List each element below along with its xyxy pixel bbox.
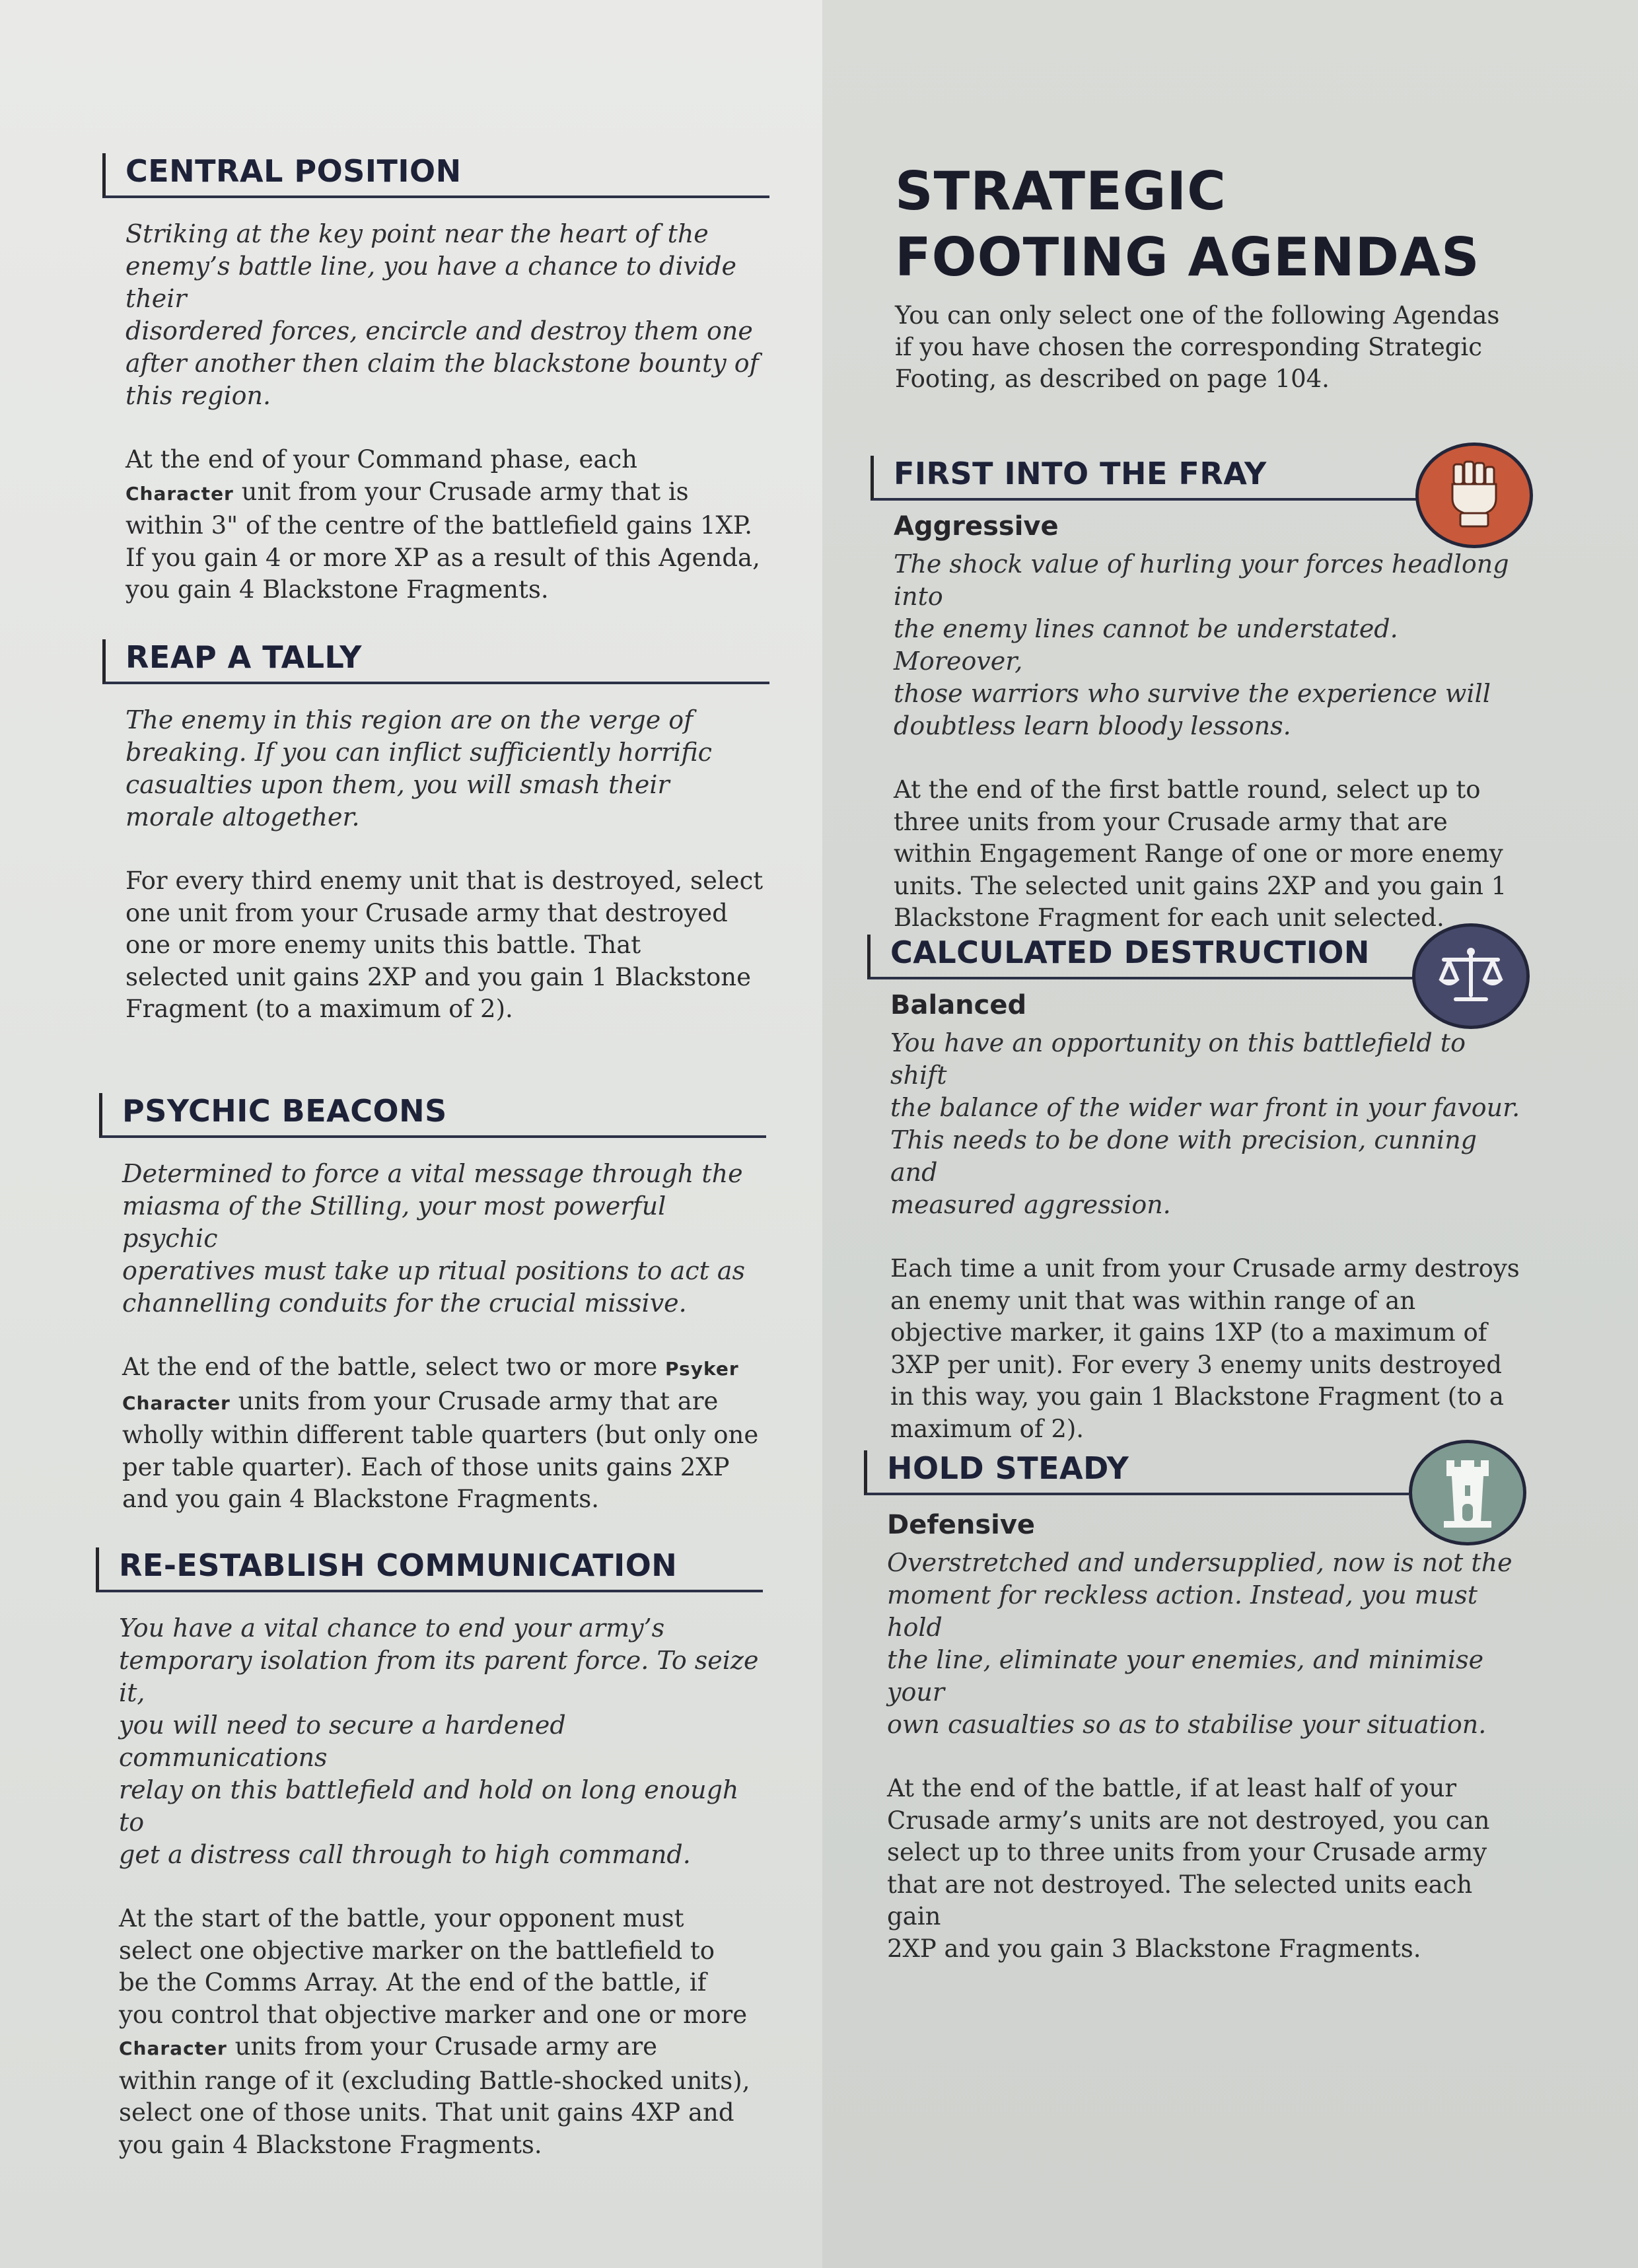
rules-text: At the end of your Command phase, each Character unit from your Crusade army that is within 3" of the centre of the battlefield gains 1XP. If you gain 4 or more XP as a result of this Agenda, you gain 4 Blackstone Fragments. [125, 445, 760, 604]
rules-text: For every third enemy unit that is destroyed, select one unit from your Crusade army that destroyed one or more enemy units this battle. That selected unit gains 2XP and you gain 1 Blackstone Fragment (to a maximum of 2). [125, 867, 764, 1023]
aggressive-badge [1415, 443, 1533, 548]
flavor-text: The shock value of hurling your forces headlong into the enemy lines cannot be understated. Moreover, those warriors who survive the experience will doubtless learn bloody lessons. [894, 549, 1509, 740]
balanced-badge [1412, 923, 1530, 1029]
footing-subtitle: Defensive [887, 1510, 1036, 1540]
section-heading [864, 1450, 1409, 1495]
agenda-re-establish-communication [96, 1547, 763, 2161]
gauntlet-icon [1444, 459, 1504, 532]
keyword-character: Character [119, 2038, 227, 2059]
flavor-text: Determined to force a vital message through the miasma of the Stilling, your most powerful psychic operatives must take up ritual positions to act as channelling conduits for the crucial missive. [122, 1159, 746, 1318]
section-title: RE-ESTABLISH COMMUNICATION [119, 1547, 678, 1583]
flavor-text: Overstretched and undersupplied, now is not the moment for reckless action. Instead, you must hold the line, eliminate your enemies, and minimise your own casualties so as to stabilise your situation. [887, 1548, 1513, 1739]
flavor-text: You have an opportunity on this battlefield to shift the balance of the wider war front in your favour. This needs to be done with precision, cunning and measured aggression. [890, 1028, 1520, 1219]
section-title: FIRST INTO THE FRAY [894, 456, 1267, 491]
defensive-badge [1409, 1440, 1526, 1545]
rules-text: At the end of the battle, if at least half of your Crusade army’s units are not destroyed, you can select up to three units from your Crusade army that are not destroyed. The selected units each gain 2XP and you gain 3 Blackstone Fragments. [887, 1774, 1490, 1963]
footing-subtitle: Aggressive [894, 511, 1059, 542]
flavor-text: You have a vital chance to end your army’s temporary isolation from its parent force. To seize it, you will need to secure a hardened communications relay on this battlefield and hold on long enough to get a distress call through to high command. [119, 1613, 759, 1869]
rules-text: Each time a unit from your Crusade army destroys an enemy unit that was within range of an objective marker, it gains 1XP (to a maximum of 3XP per unit). For every 3 enemy units destroyed in this way, you gain 1 Blackstone Fragment (to a maximum of 2). [890, 1254, 1520, 1443]
section-title: CALCULATED DESTRUCTION [890, 935, 1370, 970]
section-title: CENTRAL POSITION [125, 153, 462, 189]
section-title: PSYCHIC BEACONS [122, 1093, 447, 1129]
rules-text: At the end of the first battle round, select up to three units from your Crusade army that are within Engagement Range of one or more enemy units. The selected unit gains 2XP and you gain 1 Blackstone Fragment for each unit selected. [894, 775, 1507, 932]
section-heading [871, 456, 1419, 501]
rules-text: At the start of the battle, your opponent must select one objective marker on the battlefield to be the Comms Array. At the end of the battle, if you control that objective marker and one or more Character units from your Crusade army are within range of it (excluding Battle-shocked units), select one of those units. That unit gains 4XP and you gain 4 Blackstone Fragments. [119, 1904, 750, 2159]
keyword-psyker: Psyker [665, 1358, 739, 1380]
tower-icon [1441, 1456, 1494, 1529]
flavor-text: Striking at the key point near the heart of the enemy’s battle line, you have a chance to divide their disordered forces, encircle and destroy them one after another then claim the blackstone bounty of this region. [125, 219, 759, 410]
section-title: HOLD STEADY [887, 1450, 1129, 1486]
keyword-character: Character [125, 482, 234, 505]
footing-subtitle: Balanced [890, 990, 1027, 1020]
section-heading [96, 1547, 763, 1592]
flavor-text: The enemy in this region are on the verge of breaking. If you can inflict sufficiently horrific casualties upon them, you will smash their morale altogether. [125, 705, 712, 832]
section-heading [99, 1093, 766, 1138]
agenda-reap-a-tally [102, 639, 769, 1026]
section-heading [102, 153, 769, 198]
rules-text: At the end of the battle, select two or more Psyker Character units from your Crusade army that are wholly within different table quarters (but only one per table quarter). Each of those units gains 2XP and you gain 4 Blackstone Fragments. [122, 1353, 759, 1513]
strategic-footing-header [895, 159, 1588, 395]
section-heading [867, 935, 1415, 979]
section-heading [102, 639, 769, 684]
section-title: REAP A TALLY [125, 639, 362, 675]
title-intro: You can only select one of the following Agendas if you have chosen the corresponding Strategic Footing, as described on page 104. [895, 301, 1500, 393]
agenda-psychic-beacons [99, 1093, 766, 1516]
scales-icon [1435, 946, 1507, 1006]
page-title: STRATEGIC FOOTING AGENDAS [895, 160, 1480, 288]
agenda-central-position [102, 153, 769, 606]
keyword-character: Character [122, 1392, 231, 1414]
